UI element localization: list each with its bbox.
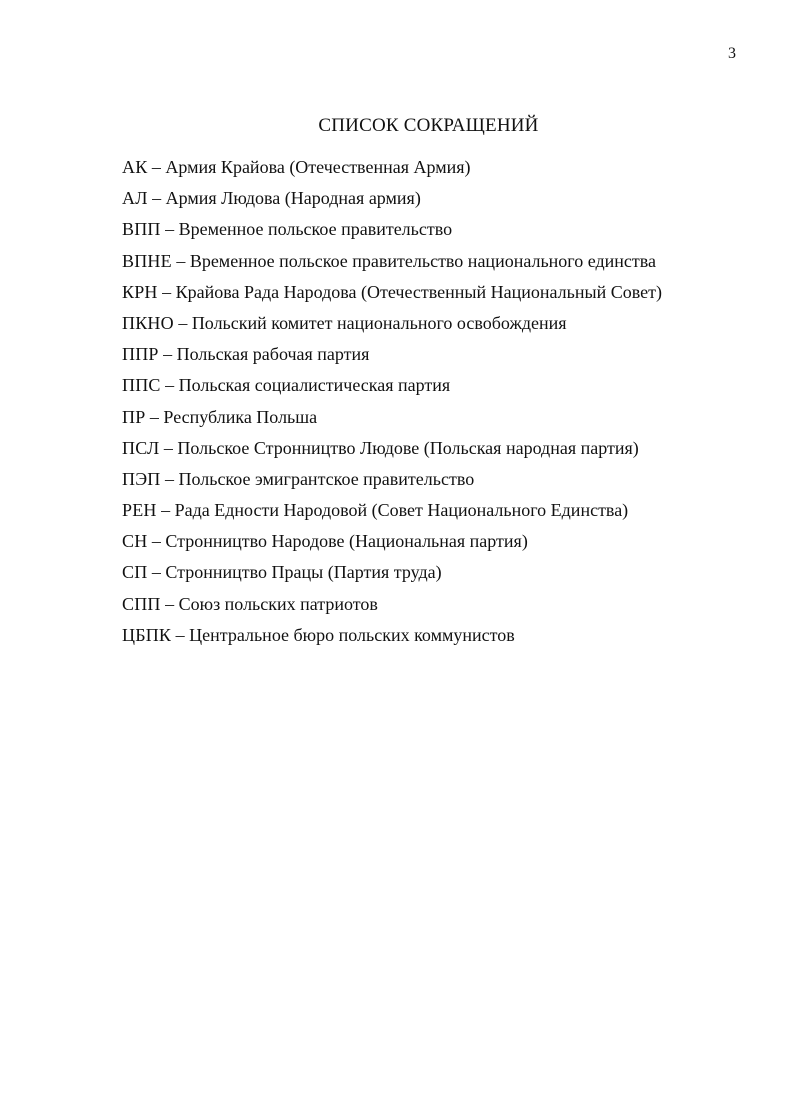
abbreviation-meaning: Республика Польша bbox=[163, 406, 318, 427]
abbreviation-dash: – bbox=[152, 188, 162, 209]
abbreviation-item bbox=[122, 436, 662, 467]
abbreviation-item bbox=[122, 498, 662, 529]
abbreviation-dash: – bbox=[151, 157, 161, 177]
abbreviation-item bbox=[122, 560, 662, 591]
abbreviation-dash: – bbox=[149, 406, 159, 427]
abbreviation-item bbox=[122, 592, 662, 623]
abbreviation-dash: – bbox=[165, 375, 175, 396]
abbreviation-meaning: Временное польское правительство bbox=[178, 219, 453, 240]
abbreviation-meaning: Союз польских патриотов bbox=[178, 593, 378, 614]
abbreviation-meaning: Армия Людова (Народная армия) bbox=[165, 188, 421, 209]
abbreviation-item bbox=[122, 373, 662, 404]
abbreviation-dash: – bbox=[162, 281, 172, 302]
abbreviation-item bbox=[122, 217, 662, 248]
abbreviation-code: РЕН bbox=[122, 500, 157, 521]
abbreviation-item bbox=[122, 405, 662, 436]
abbreviation-dash: – bbox=[175, 624, 185, 645]
abbreviation-item bbox=[122, 311, 662, 342]
abbreviation-meaning: Польское эмигрантское правительство bbox=[178, 468, 475, 489]
abbreviation-code: АЛ bbox=[122, 188, 148, 209]
abbreviation-item bbox=[122, 249, 662, 280]
abbreviation-dash: – bbox=[176, 250, 186, 271]
abbreviation-dash: – bbox=[151, 562, 161, 583]
abbreviation-item bbox=[122, 155, 662, 186]
abbreviation-meaning: Армия Крайова (Отечественная Армия) bbox=[165, 157, 471, 177]
abbreviation-code: ВПНЕ bbox=[122, 250, 172, 271]
abbreviation-meaning: Стронництво Працы (Партия труда) bbox=[165, 562, 442, 583]
abbreviation-list bbox=[122, 155, 662, 654]
abbreviation-meaning: Польская рабочая партия bbox=[176, 344, 370, 365]
abbreviation-dash: – bbox=[151, 531, 161, 552]
abbreviation-meaning: Польский комитет национального освобождения bbox=[191, 312, 567, 333]
abbreviation-item bbox=[122, 529, 662, 560]
abbreviation-item bbox=[122, 467, 662, 498]
abbreviation-code: ППР bbox=[122, 344, 159, 365]
abbreviation-code: ВПП bbox=[122, 219, 161, 240]
abbreviation-item bbox=[122, 623, 662, 654]
abbreviation-meaning: Стронництво Народове (Национальная партия) bbox=[165, 531, 528, 552]
abbreviation-code: ЦБПК bbox=[122, 624, 172, 645]
abbreviation-code: ПЭП bbox=[122, 468, 161, 489]
abbreviation-code: АК bbox=[122, 157, 148, 177]
abbreviation-code: СН bbox=[122, 531, 148, 552]
abbreviation-item bbox=[122, 186, 662, 217]
abbreviation-dash: – bbox=[161, 500, 171, 521]
abbreviation-dash: – bbox=[165, 593, 175, 614]
abbreviation-item bbox=[122, 280, 662, 311]
abbreviation-code: КРН bbox=[122, 281, 158, 302]
page-number: 3 bbox=[728, 45, 736, 62]
abbreviation-item bbox=[122, 342, 662, 373]
abbreviation-meaning: Временное польское правительство национального единства bbox=[189, 250, 657, 271]
abbreviation-meaning: Польское Стронництво Людове (Польская народная партия) bbox=[177, 437, 639, 458]
abbreviation-meaning: Польская социалистическая партия bbox=[178, 375, 451, 396]
abbreviation-code: ППС bbox=[122, 375, 161, 396]
abbreviation-dash: – bbox=[163, 344, 173, 365]
abbreviation-meaning: Крайова Рада Народова (Отечественный Национальный Совет) bbox=[175, 281, 662, 302]
page-title: СПИСОК СОКРАЩЕНИЙ bbox=[318, 115, 539, 136]
abbreviation-code: СП bbox=[122, 562, 148, 583]
abbreviation-dash: – bbox=[165, 219, 175, 240]
abbreviation-meaning: Рада Едности Народовой (Совет Национального Единства) bbox=[174, 500, 629, 521]
abbreviation-code: ПКНО bbox=[122, 312, 174, 333]
abbreviation-dash: – bbox=[178, 312, 188, 333]
abbreviation-code: ПР bbox=[122, 406, 146, 427]
abbreviation-meaning: Центральное бюро польских коммунистов bbox=[189, 624, 515, 645]
abbreviation-code: ПСЛ bbox=[122, 437, 160, 458]
abbreviation-dash: – bbox=[163, 437, 173, 458]
abbreviation-dash: – bbox=[164, 468, 174, 489]
abbreviation-code: СПП bbox=[122, 593, 161, 614]
